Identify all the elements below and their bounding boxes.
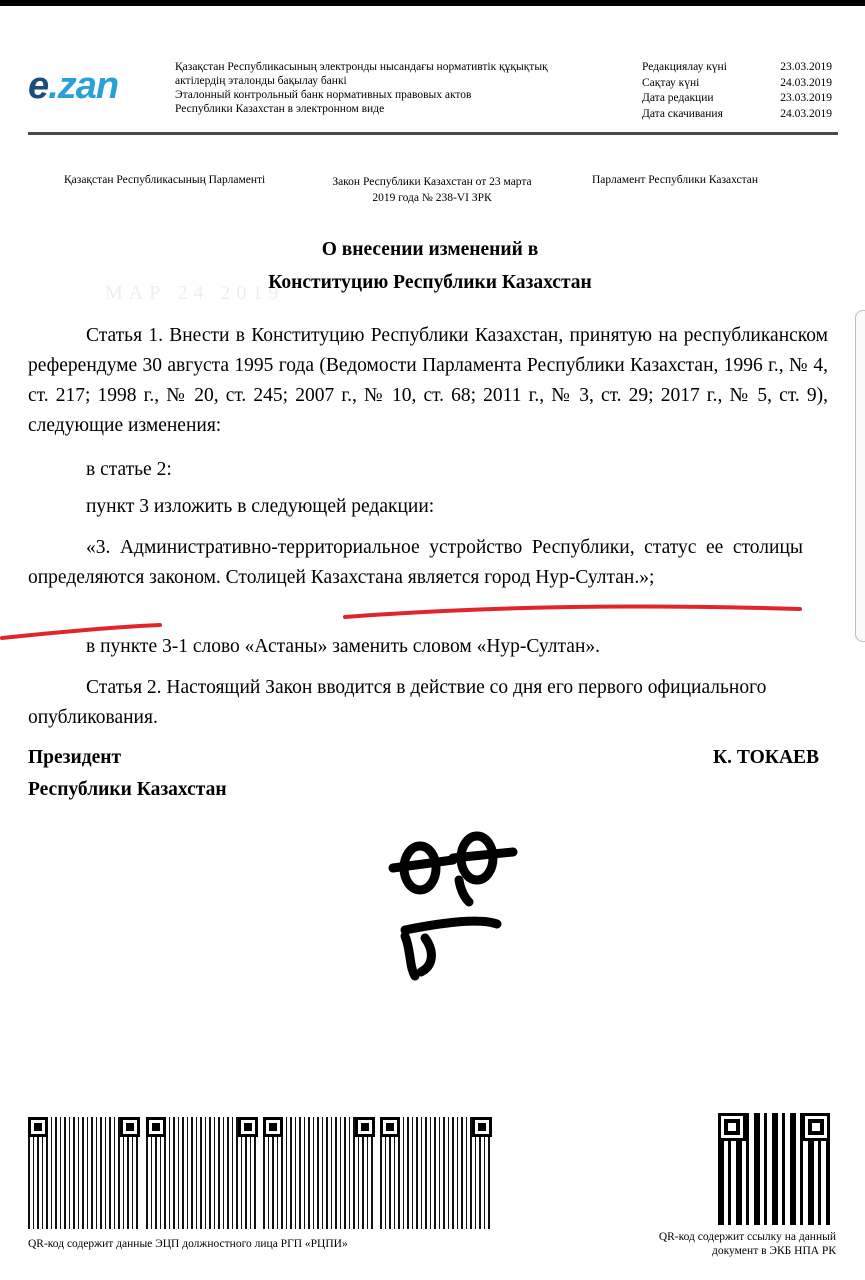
date-value: 24.03.2019	[780, 76, 832, 89]
meta-law-reference: Закон Республики Казахстан от 23 марта 2019 года № 238-VI ЗРК	[332, 176, 532, 204]
article-2-paragraph: Статья 2. Настоящий Закон вводится в действие со дня его первого официального опубликования.	[28, 677, 767, 728]
title-line: О внесении изменений в	[321, 239, 539, 260]
date-label: Дата редакции	[642, 92, 714, 104]
date-value: 24.03.2019	[780, 107, 832, 120]
signatory-name: К. ТОКАЕВ	[713, 747, 820, 768]
qr-code-signature	[28, 1117, 140, 1229]
article-1-paragraph: Статья 1. Внести в Конституцию Республики Казахстан, принятую на республиканском референдуме 30 августа 1995 года (Ведомости Парламента Республики Казахстан, 1996 г., № 4, ст. 217; 1998 г., № 20, ст. 245; 2007 г., № 10, ст. 68; 2011 г., № 3, ст. 29; 2017 г., № 5, ст. 9), следующие изменения:	[28, 325, 828, 436]
date-row	[642, 60, 832, 76]
date-row	[642, 76, 832, 92]
scroll-handle[interactable]	[855, 310, 865, 642]
date-label: Дата скачивания	[642, 107, 723, 120]
date-row	[642, 107, 832, 123]
date-value: 23.03.2019	[780, 92, 832, 104]
qr-right-caption: QR-код содержит ссылку на данный документ в ЭКБ НПА РК	[658, 1231, 836, 1257]
header-divider	[28, 132, 838, 135]
handwritten-face-doodle	[385, 820, 525, 990]
date-table	[642, 60, 832, 122]
date-label: Редакциялау күні	[642, 61, 727, 73]
qr-left-caption: QR-код содержит данные ЭЦП должностного лица РГП «РЦПИ»	[28, 1238, 348, 1250]
point-3-1-clause: в пункте 3-1 слово «Астаны» заменить словом «Нур-Султан».	[86, 636, 601, 657]
title-line: Конституцию Республики Казахстан	[268, 272, 592, 293]
bank-line: актілердің эталонды бақылау банкі	[175, 75, 347, 87]
top-bar	[0, 0, 865, 6]
signatory-line: Президент	[28, 747, 122, 768]
ezan-logo: e.zan	[28, 65, 119, 107]
meta-parliament-kz: Қазақстан Республикасының Парламенті	[64, 174, 266, 186]
bank-line: Эталонный контрольный банк нормативных правовых актов	[175, 89, 472, 101]
date-label: Сақтау күні	[642, 76, 700, 89]
red-underline-annotation	[0, 595, 865, 655]
bank-description	[175, 60, 615, 116]
date-stamp-watermark: МАР 24 2019	[105, 282, 285, 304]
date-value: 23.03.2019	[780, 61, 832, 73]
capital-amendment-paragraph: «3. Административно-территориальное устройство Республики, статус ее столицы определяются законом. Столицей Казахстана является город Нур-Султан.»;	[28, 537, 803, 588]
document-title	[130, 233, 730, 299]
bank-line: Қазақстан Республикасының электронды нысандағы нормативтік құқықтық	[175, 61, 548, 73]
signatory-title	[28, 742, 227, 806]
article-2-clause: в статье 2:	[86, 459, 172, 480]
bank-line: Республики Казахстан в электронном виде	[175, 103, 385, 115]
date-row	[642, 91, 832, 107]
qr-code-signature	[380, 1117, 492, 1229]
qr-code-signature	[263, 1117, 375, 1229]
signatory-line: Республики Казахстан	[28, 779, 227, 800]
qr-code-document-link[interactable]	[718, 1113, 830, 1225]
meta-parliament-ru: Парламент Республики Казахстан	[592, 174, 759, 186]
point-3-clause: пункт 3 изложить в следующей редакции:	[86, 496, 435, 517]
qr-code-signature	[146, 1117, 258, 1229]
